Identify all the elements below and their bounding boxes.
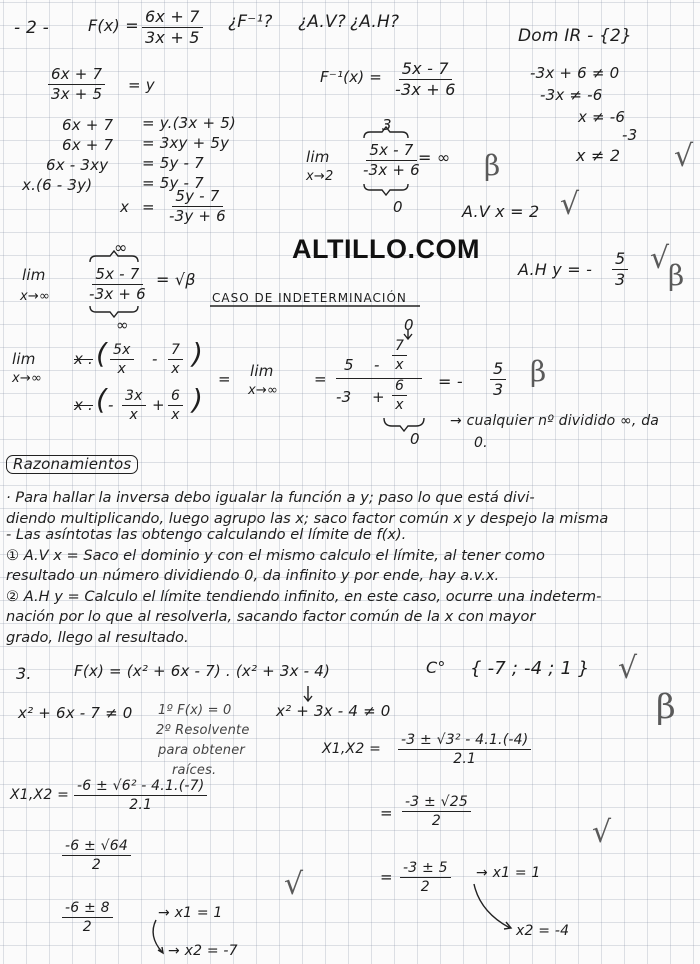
beta-mark: β	[484, 149, 501, 182]
reasoning-line-8: grado, llego al resultado.	[6, 628, 189, 646]
arrow-right-curve	[474, 884, 511, 929]
ah-numerator: 5	[612, 250, 628, 270]
lim-x2-numerator: 5x - 7	[366, 142, 416, 161]
factor-eq-2: =	[314, 370, 327, 388]
indeterminacy-title: CASO DE INDETERMINACIÓN	[212, 291, 407, 305]
right-step3-denominator: 2	[420, 879, 430, 896]
domain-step-1: -3x + 6 ≠ 0	[530, 64, 620, 82]
right-step2-numerator: -3 ± √25	[402, 794, 471, 812]
reasoning-title: Razonamientos	[6, 455, 138, 474]
factor-den-b-top: 6	[168, 388, 183, 406]
right-resolvent-numerator: -3 ± √3² - 4.1.(-4)	[398, 732, 531, 750]
final-result: = -	[438, 372, 463, 391]
left-resolvent-denominator: 2.1	[129, 797, 153, 814]
inverse-step-1-left: 6x + 7	[62, 116, 114, 134]
ex3-left-eq: x² + 6x - 7 ≠ 0	[18, 704, 133, 722]
exercise-3-number: 3.	[16, 664, 32, 683]
factor-den-plus: +	[152, 396, 165, 414]
av-result: A.V x = 2	[462, 202, 540, 221]
inverse-step-5-right: =	[142, 198, 155, 216]
right-step2-denominator: 2	[431, 813, 442, 830]
right-x1: → x1 = 1	[476, 865, 541, 881]
left-step3-denominator: 2	[82, 919, 92, 936]
final-den-plus: +	[372, 388, 385, 406]
lim-inf-eq: = √β	[156, 270, 196, 289]
factor-num-a-bottom: x	[117, 361, 127, 378]
lim-x2-label: lim	[306, 148, 330, 166]
ex3-note-2: 2º Resolvente	[156, 723, 250, 738]
domain-label: Dom IR - {2}	[518, 26, 633, 46]
domain-step-5: x ≠ 2	[576, 146, 621, 165]
question-av: ¿A.V?	[298, 12, 347, 32]
inverse-step-2-right: = 3xy + 5y	[142, 134, 230, 152]
lim-inf-denominator: -3x + 6	[89, 285, 146, 304]
lim-inf-top: ∞	[114, 238, 128, 257]
inverse-step-4-right: = 5y - 7	[142, 174, 204, 192]
c0-label: C°	[426, 658, 446, 677]
inverse-eq-y: = y	[128, 76, 155, 94]
reasoning-line-2: diendo multiplicando, luego agrupo las x; saco factor común x y despejo la misma	[6, 509, 609, 527]
inverse-step-4-left: x.(6 - 3y)	[22, 176, 93, 194]
beta-mark: β	[668, 259, 685, 292]
ex2-fx-label: F(x) =	[88, 16, 139, 35]
finv-label: F⁻¹(x) =	[320, 68, 383, 86]
left-x1: → x1 = 1	[158, 905, 223, 921]
beta-mark: β	[656, 687, 676, 727]
right-resolvent-denominator: 2.1	[453, 751, 477, 768]
factor-den-b-bottom: x	[171, 407, 180, 424]
final-den-x: x	[395, 397, 404, 414]
left-step2-numerator: -6 ± √64	[62, 838, 131, 856]
factor-num-b-bottom: x	[171, 361, 180, 378]
final-zero-bottom: 0	[410, 430, 420, 448]
arrow-right-eq	[304, 686, 312, 701]
factor-den-a-top: 3x	[122, 388, 146, 406]
inverse-lhs-numerator: 6x + 7	[48, 66, 105, 85]
check-mark: √	[650, 241, 670, 276]
lim-x2-approach: x→2	[306, 169, 334, 184]
inverse-step-3-left: 6x - 3xy	[46, 156, 109, 174]
watermark: ALTILLO.COM	[292, 234, 480, 264]
final-num-7: 7	[392, 338, 407, 356]
brace-top-liminf	[90, 251, 138, 262]
question-inverse: ¿F⁻¹?	[228, 12, 273, 32]
ex2-fx-numerator: 6x + 7	[142, 8, 203, 28]
brace-bottom-lim2	[364, 184, 408, 195]
domain-step-4: -3	[622, 126, 638, 144]
factor-num-open: (	[96, 337, 108, 370]
final-zero-top: 0	[404, 316, 414, 334]
factor-den-x: x .	[74, 396, 94, 414]
arrow-left-curve	[153, 920, 163, 953]
lim-x2-denominator: -3x + 6	[363, 161, 420, 180]
factor-lim-label: lim	[12, 350, 36, 368]
final-den-6: 6	[392, 378, 407, 396]
factor-num-a-top: 5x	[110, 342, 134, 360]
inverse-step-1-right: = y.(3x + 5)	[142, 114, 236, 132]
ex3-note-1: 1º F(x) = 0	[158, 703, 232, 718]
lim-inf-label: lim	[22, 266, 46, 284]
left-step2-denominator: 2	[91, 857, 102, 874]
final-num-5: 5	[344, 356, 354, 374]
lim-inf-numerator: 5x - 7	[92, 266, 142, 285]
exercise-2-number: - 2 -	[14, 18, 49, 38]
lim-x2-result: = ∞	[418, 148, 451, 167]
ex3-note-3: para obtener	[158, 743, 245, 758]
reasoning-line-1: · Para hallar la inversa debo igualar la función a y; paso lo que está divi-	[6, 489, 535, 506]
left-step3-numerator: -6 ± 8	[62, 900, 113, 918]
inverse-step-2-left: 6x + 7	[62, 136, 114, 154]
domain-step-2: -3x ≠ -6	[540, 86, 603, 104]
inverse-final-denominator: -3y + 6	[169, 207, 226, 226]
finv-numerator: 5x - 7	[399, 60, 452, 80]
check-mark: √	[674, 139, 694, 174]
inverse-step-3-right: = 5y - 7	[142, 154, 204, 172]
reasoning-line-4: ① A.V x = Saco el dominio y con el mismo calculo el límite, al tener como	[6, 546, 545, 564]
final-result-denominator: 3	[493, 380, 504, 400]
ex3-fx: F(x) = (x² + 6x - 7) . (x² + 3x - 4)	[74, 662, 331, 680]
right-eq-2: =	[380, 868, 393, 886]
note-zero: 0.	[474, 435, 488, 451]
note-any-number: → cualquier nº dividido ∞, da	[450, 413, 660, 429]
check-mark: √	[560, 187, 580, 222]
arrow-final-zero	[404, 330, 412, 339]
final-num-x: x	[395, 357, 404, 374]
reasoning-line-6: ② A.H y = Calculo el límite tendiendo infinito, en este caso, ocurre una indeterm-	[6, 587, 602, 605]
finv-denominator: -3x + 6	[395, 80, 456, 100]
inverse-lhs-denominator: 3x + 5	[51, 85, 103, 104]
lim-inf-approach: x→∞	[20, 289, 51, 304]
ex3-right-eq: x² + 3x - 4 ≠ 0	[276, 702, 391, 720]
final-den-neg3: -3	[336, 388, 352, 406]
check-mark: √	[618, 651, 638, 686]
right-x2: x2 = -4	[516, 923, 570, 939]
inverse-step-5-left: x	[120, 198, 130, 216]
lim-inf-bottom: ∞	[116, 316, 129, 334]
factor-num-x: x .	[74, 350, 94, 368]
check-mark: √	[592, 815, 612, 850]
reasoning-line-5: resultado un número dividiendo 0, da infinito y por ende, hay a.v.x.	[6, 567, 500, 584]
factor-den-a-bottom: x	[129, 407, 139, 424]
question-ah: ¿A.H?	[350, 12, 400, 32]
factor-eq-1: =	[218, 370, 231, 388]
right-eq-1: =	[380, 804, 393, 822]
factor-num-close: )	[192, 337, 204, 370]
brace-top-lim2	[364, 127, 408, 138]
ah-result: A.H y = -	[518, 260, 593, 279]
beta-mark: β	[530, 355, 547, 388]
factor-den-close: )	[192, 383, 204, 416]
final-num-minus: -	[374, 356, 380, 374]
left-resolvent-numerator: -6 ± √6² - 4.1.(-7)	[74, 778, 207, 796]
c0-set: { -7 ; -4 ; 1 }	[470, 658, 590, 679]
factor-lim-approach: x→∞	[12, 371, 43, 386]
reasoning-line-7: nación por lo que al resolverla, sacando factor común de la x con mayor	[6, 608, 536, 625]
left-x2: → x2 = -7	[168, 943, 238, 959]
lim-x2-top: 3	[382, 116, 392, 134]
factor2-lim-label: lim	[250, 362, 274, 380]
factor-den-minus: -	[108, 396, 114, 414]
brace-bottom-liminf	[90, 306, 138, 317]
factor-num-b-top: 7	[168, 342, 183, 360]
final-result-numerator: 5	[490, 360, 506, 380]
right-x12-label: X1,X2 =	[322, 741, 382, 757]
right-step3-numerator: -3 ± 5	[400, 860, 451, 878]
domain-step-3: x ≠ -6	[578, 108, 626, 126]
factor-num-minus: -	[152, 350, 158, 368]
ex3-note-4: raíces.	[172, 763, 217, 778]
ex2-fx-denominator: 3x + 5	[145, 28, 200, 48]
factor-den-open: (	[96, 383, 108, 416]
factor2-lim-approach: x→∞	[248, 383, 279, 398]
ah-denominator: 3	[615, 270, 626, 290]
inverse-final-numerator: 5y - 7	[172, 188, 222, 207]
check-mark: √	[284, 867, 304, 902]
left-x12-label: X1,X2 =	[10, 787, 70, 803]
lim-x2-zero: 0	[393, 198, 403, 216]
reasoning-line-3: - Las asíntotas las obtengo calculando el límite de f(x).	[6, 526, 407, 543]
brace-final-bottom	[384, 418, 424, 431]
